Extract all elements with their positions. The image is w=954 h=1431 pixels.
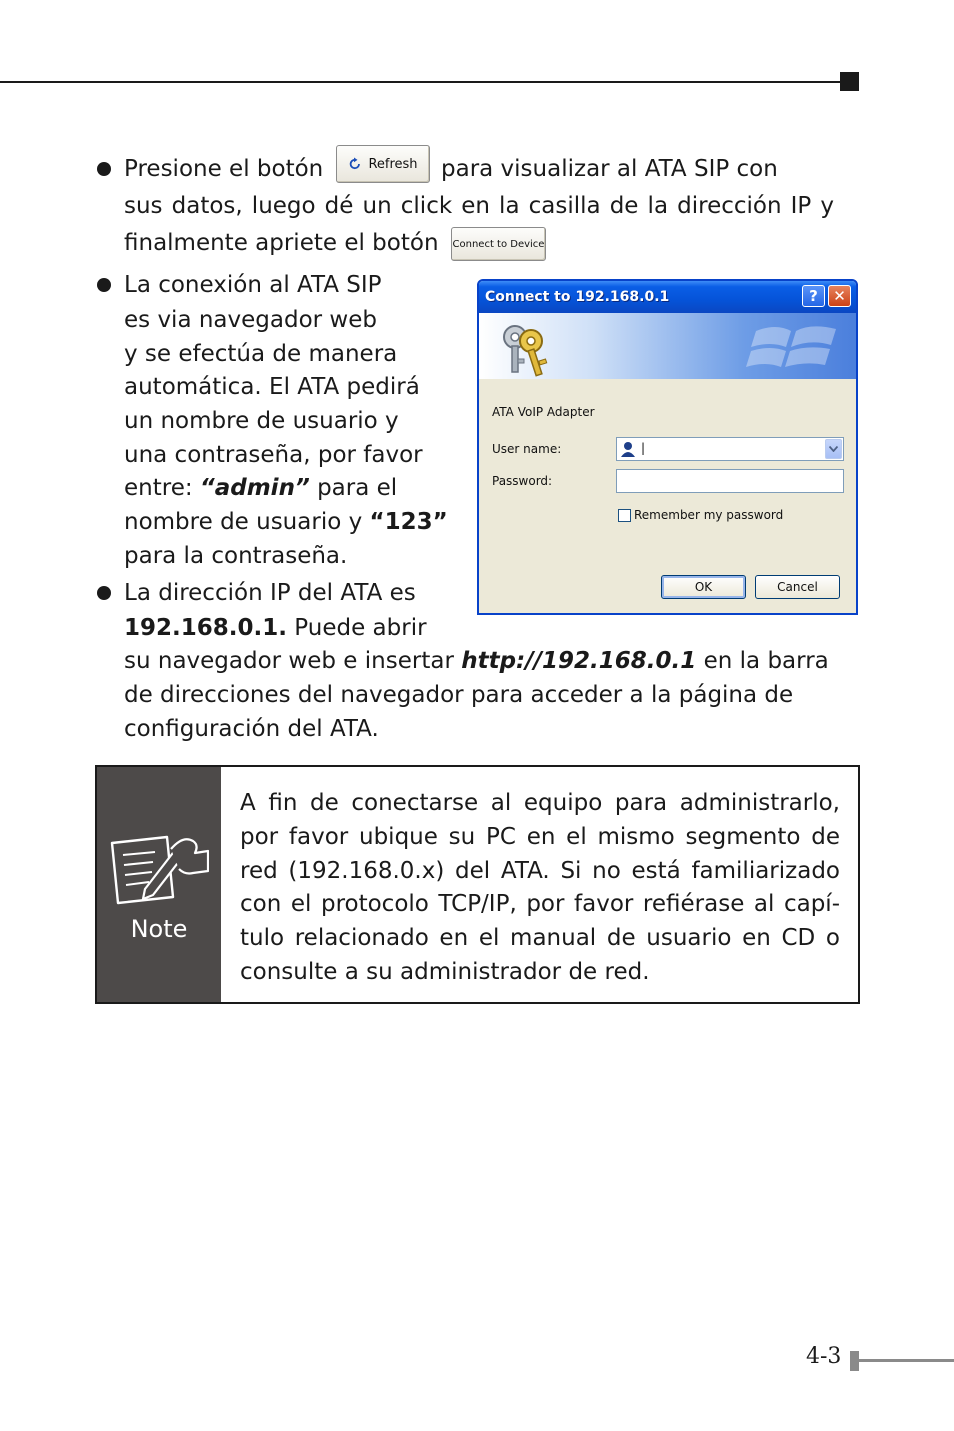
cancel-label: Cancel: [777, 580, 818, 594]
password-input[interactable]: [616, 469, 844, 493]
bullet3-line2-after: Puede abrir: [294, 615, 427, 641]
password-value: “123”: [369, 509, 448, 535]
bullet3-line3-before: su navegador web e insertar: [124, 648, 454, 674]
bullet2-line7: [124, 473, 397, 503]
page-number-marker: [850, 1351, 859, 1371]
bullet-dot: [97, 278, 111, 292]
header-marker: [840, 72, 859, 91]
close-button[interactable]: [828, 285, 851, 307]
cancel-button[interactable]: [755, 575, 840, 599]
user-icon: [621, 441, 635, 457]
ip-address: 192.168.0.1.: [124, 615, 287, 641]
note-label: Note: [130, 915, 188, 943]
help-icon: ?: [809, 287, 818, 305]
remember-password-checkbox[interactable]: [618, 509, 631, 522]
close-icon: ✕: [833, 287, 846, 305]
bullet-dot: [97, 586, 111, 600]
username-input-value: |: [641, 441, 646, 455]
bullet2-line4: automática. El ATA pedirá: [124, 374, 420, 400]
bullet1-line1-text: Presione el botón: [124, 156, 324, 182]
username-label: User name:: [492, 442, 562, 456]
dialog-title: Connect to 192.168.0.1: [485, 289, 670, 305]
bullet3-line4: de direcciones del navegador para acceder a la página de: [124, 682, 794, 708]
note-text: A fin de conectarse al equipo para administrarlo, por favor ubique su PC en el mismo segmento de red (192.168.0.x) del ATA. Si no está familiarizado con el protocolo TCP/IP, por favor refiérase al capí- tulo relacionado en el manual de usuario en CD o consulte a su administrador de red.: [240, 790, 840, 985]
refresh-icon: [348, 157, 362, 171]
bullet2-line8-before: nombre de usuario y: [124, 509, 363, 535]
bullet2-line1: La conexión al ATA SIP: [124, 272, 382, 298]
url-text: http://192.168.0.1: [461, 648, 697, 674]
dialog-titlebar: [479, 281, 856, 313]
footer-rule: [859, 1359, 954, 1362]
password-label: Password:: [492, 474, 553, 488]
login-dialog: [477, 279, 858, 615]
bullet1-line1-after: para visualizar al ATA SIP con: [441, 156, 778, 182]
bullet3-line2: [124, 613, 427, 643]
note-sidebar: [97, 767, 221, 1002]
bullet2-line9: para la contraseña.: [124, 543, 348, 569]
bullet1-line2: sus datos, luego dé un click en la casilla de la dirección IP y: [124, 193, 834, 219]
bullet2-line6: una contraseña, por favor: [124, 442, 423, 468]
bullet2-line7-before: entre:: [124, 475, 193, 501]
help-button[interactable]: [802, 285, 825, 307]
ok-button[interactable]: [661, 575, 746, 599]
remember-password-label: Remember my password: [634, 508, 784, 522]
header-rule: [0, 81, 846, 83]
bullet2-line8: [124, 507, 448, 537]
bullet2-line3: y se efectúa de manera: [124, 341, 398, 367]
bullet3-line3: [124, 646, 829, 676]
username-value: “admin”: [199, 475, 310, 501]
ok-label: OK: [694, 580, 713, 594]
bullet3-line5: configuración del ATA.: [124, 716, 379, 742]
keys-icon: [497, 321, 557, 379]
bullet-dot: [97, 162, 111, 176]
realm-label: ATA VoIP Adapter: [492, 405, 595, 419]
page-number: 4-3: [806, 1344, 842, 1369]
bullet1-line3: finalmente apriete el botón: [124, 230, 439, 256]
refresh-button-label: Refresh: [368, 156, 418, 172]
bullet3-line1: La dirección IP del ATA es: [124, 580, 416, 606]
bullet3-line3-after: en la barra: [703, 648, 829, 674]
note-box: [95, 765, 860, 1004]
refresh-button[interactable]: [336, 145, 430, 183]
username-combo[interactable]: [616, 437, 844, 461]
windows-logo-icon: [746, 321, 846, 373]
chevron-down-icon[interactable]: [825, 439, 842, 459]
bullet2-line5: un nombre de usuario y: [124, 408, 399, 434]
connect-button-label: Connect to Device: [452, 238, 545, 250]
note-pencil-icon: [109, 831, 209, 911]
connect-to-device-button[interactable]: [451, 227, 546, 261]
bullet2-line2: es via navegador web: [124, 307, 377, 333]
bullet2-line7-after: para el: [317, 475, 398, 501]
